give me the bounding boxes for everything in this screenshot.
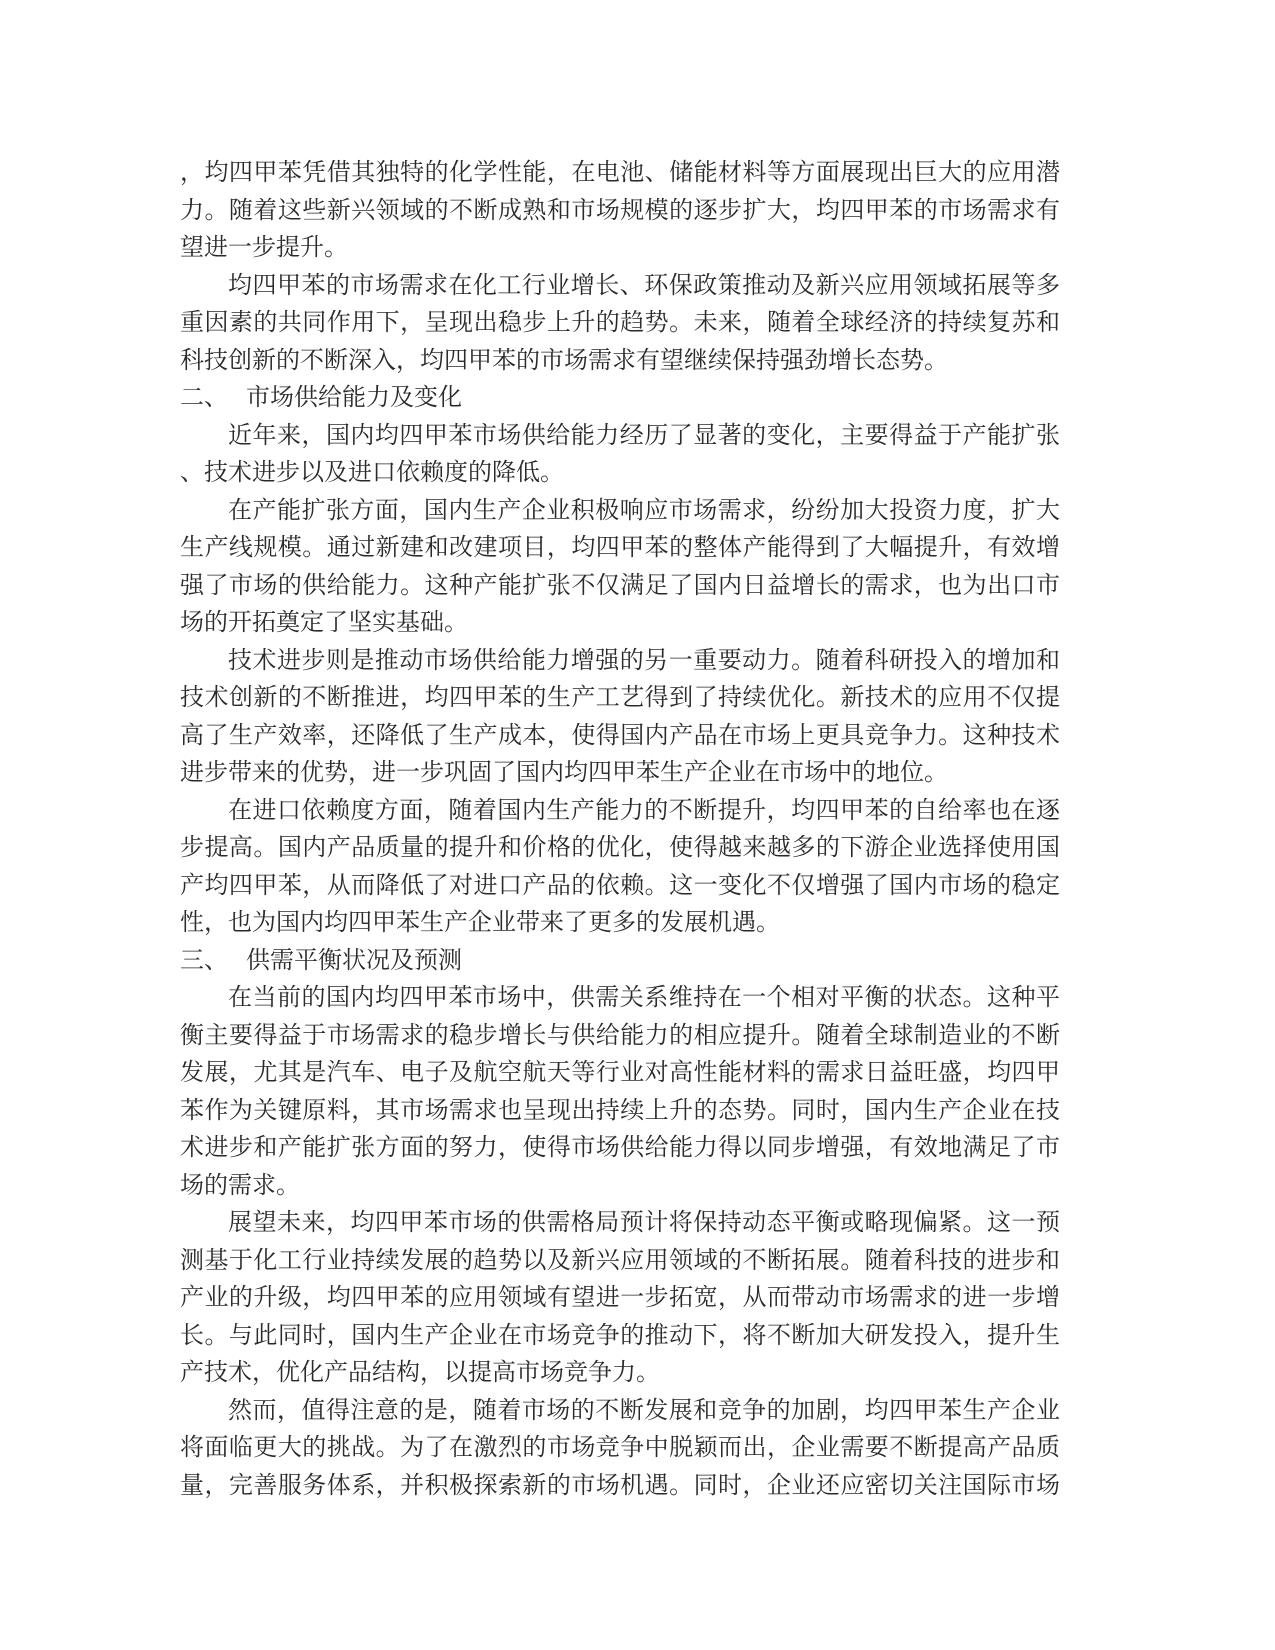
text-line: 重因素的共同作用下，呈现出稳步上升的趋势。未来，随着全球经济的持续复苏和 <box>180 308 1060 336</box>
text-line: 在当前的国内均四甲苯市场中，供需关系维持在一个相对平衡的状态。这种平 <box>228 983 1060 1011</box>
heading-title: 供需平衡状况及预测 <box>246 945 462 974</box>
text-line: 技术创新的不断推进，均四甲苯的生产工艺得到了持续优化。新技术的应用不仅提 <box>180 683 1060 711</box>
text-line: 展望未来，均四甲苯市场的供需格局预计将保持动态平衡或略现偏紧。这一预 <box>228 1208 1060 1236</box>
text-line: 均四甲苯的市场需求在化工行业增长、环保政策推动及新兴应用领域拓展等多 <box>228 270 1060 299</box>
text-line: 产技术，优化产品结构，以提高市场竞争力。 <box>180 1358 660 1386</box>
text-line: 强了市场的供给能力。这种产能扩张不仅满足了国内日益增长的需求，也为出口市 <box>180 570 1060 599</box>
text-block <box>180 154 1060 1504</box>
text-line: 望进一步提升。 <box>180 233 348 261</box>
text-line: 步提高。国内产品质量的提升和价格的优化，使得越来越多的下游企业选择使用国 <box>180 833 1060 861</box>
heading-title: 市场供给能力及变化 <box>246 383 462 411</box>
text-line: 量，完善服务体系，并积极探索新的市场机遇。同时，企业还应密切关注国际市场 <box>180 1470 1060 1499</box>
text-line: 测基于化工行业持续发展的趋势以及新兴应用领域的不断拓展。随着科技的进步和 <box>180 1245 1060 1274</box>
text-line: 产业的升级，均四甲苯的应用领域有望进一步拓宽，从而带动市场需求的进一步增 <box>180 1283 1060 1311</box>
text-line: 长。与此同时，国内生产企业在市场竞争的推动下，将不断加大研发投入，提升生 <box>180 1320 1060 1349</box>
text-line: 场的开拓奠定了坚实基础。 <box>180 608 468 636</box>
text-line: 近年来，国内均四甲苯市场供给能力经历了显著的变化，主要得益于产能扩张 <box>228 420 1060 449</box>
heading-numeral: 三、 <box>180 945 228 974</box>
text-line: 技术进步则是推动市场供给能力增强的另一重要动力。随着科研投入的增加和 <box>228 645 1060 674</box>
text-line: 科技创新的不断深入，均四甲苯的市场需求有望继续保持强劲增长态势。 <box>180 345 948 374</box>
text-line: 、技术进步以及进口依赖度的降低。 <box>180 458 564 486</box>
text-line: 苯作为关键原料，其市场需求也呈现出持续上升的态势。同时，国内生产企业在技 <box>180 1095 1060 1124</box>
text-line: 进步带来的优势，进一步巩固了国内均四甲苯生产企业在市场中的地位。 <box>180 758 948 786</box>
text-line: 性，也为国内均四甲苯生产企业带来了更多的发展机遇。 <box>180 908 780 936</box>
text-line: 将面临更大的挑战。为了在激烈的市场竞争中脱颖而出，企业需要不断提高产品质 <box>180 1433 1060 1461</box>
section-heading <box>180 379 1060 417</box>
text-line: ，均四甲苯凭借其独特的化学性能，在电池、储能材料等方面展现出巨大的应用潜 <box>180 158 1060 186</box>
text-line: 场的需求。 <box>180 1170 300 1199</box>
text-line: 发展，尤其是汽车、电子及航空航天等行业对高性能材料的需求日益旺盛，均四甲 <box>180 1058 1060 1086</box>
text-line: 衡主要得益于市场需求的稳步增长与供给能力的相应提升。随着全球制造业的不断 <box>180 1020 1060 1049</box>
text-line: 然而，值得注意的是，随着市场的不断发展和竞争的加剧，均四甲苯生产企业 <box>228 1395 1060 1424</box>
section-heading <box>180 942 1060 980</box>
heading-numeral: 二、 <box>180 383 228 411</box>
text-line: 力。随着这些新兴领域的不断成熟和市场规模的逐步扩大，均四甲苯的市场需求有 <box>180 195 1060 224</box>
text-line: 在进口依赖度方面，随着国内生产能力的不断提升，均四甲苯的自给率也在逐 <box>228 795 1060 824</box>
text-line: 生产线规模。通过新建和改建项目，均四甲苯的整体产能得到了大幅提升，有效增 <box>180 533 1060 561</box>
text-line: 术进步和产能扩张方面的努力，使得市场供给能力得以同步增强，有效地满足了市 <box>180 1133 1060 1161</box>
text-line: 在产能扩张方面，国内生产企业积极响应市场需求，纷纷加大投资力度，扩大 <box>228 495 1060 524</box>
text-line: 产均四甲苯，从而降低了对进口产品的依赖。这一变化不仅增强了国内市场的稳定 <box>180 870 1060 899</box>
text-line: 高了生产效率，还降低了生产成本，使得国内产品在市场上更具竞争力。这种技术 <box>180 720 1060 749</box>
